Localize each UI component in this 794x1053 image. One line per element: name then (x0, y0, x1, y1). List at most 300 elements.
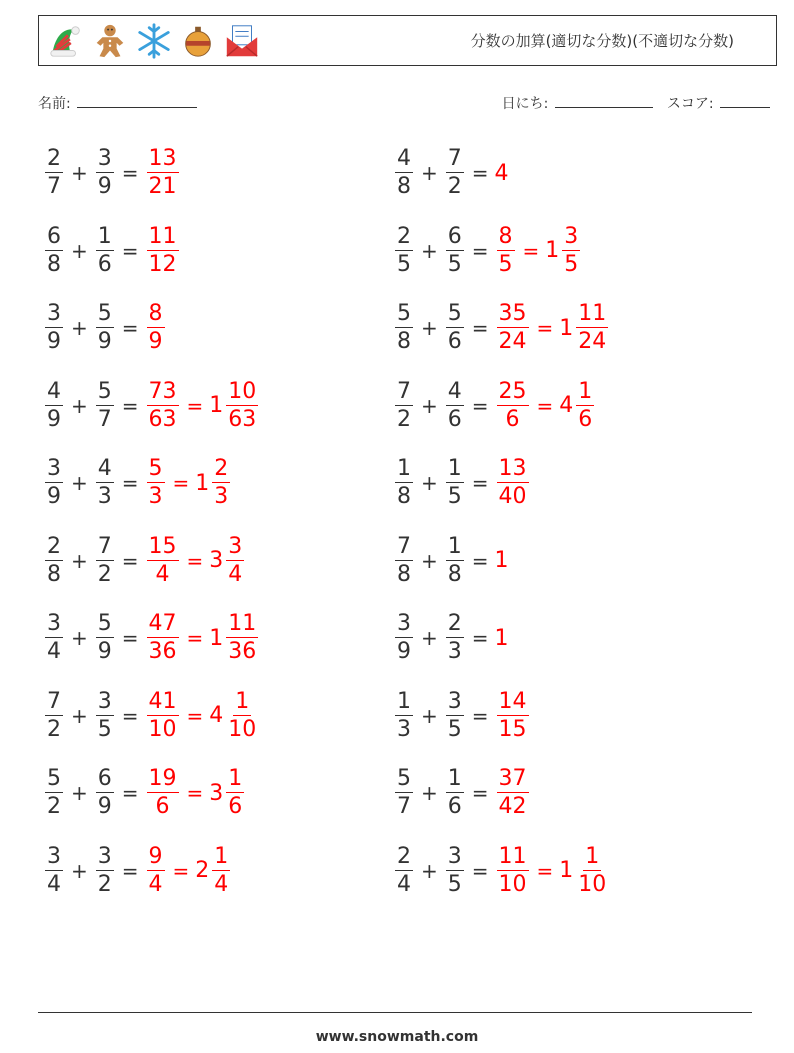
answer (145, 688, 261, 742)
equals-sign: = (471, 316, 489, 340)
numerator: 1 (228, 766, 243, 791)
numerator: 3 (47, 456, 61, 481)
denominator: 9 (97, 174, 112, 199)
denominator: 3 (214, 484, 229, 509)
problem-expression (43, 688, 260, 742)
denominator: 3 (148, 484, 163, 509)
answer-fraction (147, 768, 179, 818)
equals-sign: = (522, 238, 540, 263)
denominator: 8 (397, 484, 411, 509)
date-score-fields (502, 93, 770, 113)
denominator: 7 (397, 794, 411, 819)
answer-fraction (147, 843, 165, 897)
answer-fraction (497, 843, 529, 897)
equals-sign: = (121, 393, 139, 418)
problem-expression (393, 303, 610, 353)
fraction (45, 688, 63, 742)
numerator: 7 (397, 533, 411, 559)
fraction (45, 148, 63, 198)
numerator: 3 (47, 301, 61, 326)
fraction (45, 613, 63, 663)
numerator: 4 (97, 456, 112, 481)
equals-sign: = (121, 626, 139, 650)
answer-fraction (497, 378, 529, 432)
denominator: 2 (47, 716, 61, 742)
denominator: 36 (228, 639, 257, 664)
problem-item (393, 763, 531, 823)
answer (145, 148, 181, 198)
fraction (45, 378, 63, 432)
problem-expression (43, 843, 232, 897)
denominator: 10 (498, 871, 527, 897)
fraction (45, 303, 63, 353)
fraction (446, 613, 464, 663)
mixed-whole-part: 1 (209, 625, 224, 651)
date-label: 日にち: (501, 96, 549, 112)
equals-sign: = (121, 238, 139, 263)
mixed-whole-part: 2 (195, 858, 210, 883)
problem-item (393, 531, 510, 591)
fraction (446, 688, 464, 742)
numerator: 7 (47, 688, 61, 714)
mixed-fraction-part (576, 843, 608, 897)
numerator: 1 (447, 533, 462, 559)
answer (145, 843, 233, 897)
denominator: 6 (505, 406, 520, 432)
denominator: 2 (47, 794, 61, 819)
denominator: 4 (47, 639, 61, 664)
numerator: 3 (97, 843, 112, 869)
equals-sign: = (471, 858, 489, 883)
ornament-icon (179, 22, 217, 60)
numerator: 3 (397, 611, 411, 636)
answer (495, 548, 510, 573)
denominator: 8 (47, 251, 61, 277)
mixed-whole-part: 3 (209, 780, 224, 806)
fraction (96, 223, 114, 277)
answer (495, 768, 531, 818)
equals-sign: = (121, 548, 139, 573)
numerator: 1 (397, 456, 411, 481)
footer-url: www.snowmath.com (315, 1029, 479, 1045)
denominator: 2 (397, 406, 411, 432)
name-blank[interactable] (77, 93, 197, 108)
equals-sign: = (121, 161, 139, 185)
numerator: 5 (97, 611, 112, 636)
denominator: 2 (447, 174, 462, 199)
problem-item (43, 608, 260, 668)
numerator: 8 (148, 301, 163, 326)
fraction (96, 303, 114, 353)
mixed-whole-part: 3 (209, 548, 224, 573)
problem-expression (393, 613, 510, 663)
gingerbread-man-icon (91, 22, 129, 60)
numerator: 5 (148, 456, 163, 481)
answer-fraction (497, 303, 529, 353)
denominator: 8 (397, 329, 411, 354)
answer (495, 161, 510, 186)
denominator: 7 (47, 174, 61, 199)
denominator: 12 (148, 251, 177, 277)
problem-expression (393, 458, 531, 508)
header-icons (47, 22, 261, 60)
numerator: 1 (585, 843, 600, 869)
answer-fraction (497, 688, 529, 742)
equals-sign: = (471, 238, 489, 263)
denominator: 9 (148, 329, 163, 354)
fraction (96, 768, 114, 818)
snowflake-icon (135, 22, 173, 60)
plus-sign: + (421, 858, 438, 883)
mixed-fraction-part (576, 303, 608, 353)
problem-expression (393, 533, 510, 587)
denominator: 3 (97, 484, 112, 509)
numerator: 73 (148, 378, 177, 404)
numerator: 6 (447, 223, 462, 249)
numerator: 11 (498, 843, 527, 869)
denominator: 9 (97, 794, 112, 819)
denominator: 10 (578, 871, 607, 897)
numerator: 37 (498, 766, 527, 791)
numerator: 5 (397, 301, 411, 326)
denominator: 3 (397, 716, 411, 742)
denominator: 9 (47, 329, 61, 354)
equals-sign: = (536, 393, 554, 418)
fraction (395, 843, 413, 897)
fraction (446, 458, 464, 508)
denominator: 6 (578, 406, 593, 432)
denominator: 4 (148, 871, 163, 897)
numerator: 3 (564, 223, 579, 249)
denominator: 63 (228, 406, 257, 432)
numerator: 1 (214, 843, 229, 869)
numerator: 1 (578, 378, 593, 404)
fraction (96, 613, 114, 663)
problem-item (393, 298, 610, 358)
denominator: 4 (228, 561, 243, 587)
denominator: 9 (397, 639, 411, 664)
numerator: 3 (47, 843, 61, 869)
answer (145, 533, 247, 587)
denominator: 6 (447, 329, 462, 354)
problem-item (43, 143, 181, 203)
problem-item (43, 763, 246, 823)
fraction (45, 223, 63, 277)
numerator: 35 (498, 301, 527, 326)
equals-sign: = (121, 316, 139, 340)
denominator: 5 (447, 251, 462, 277)
fraction (96, 843, 114, 897)
equals-sign: = (172, 471, 190, 495)
denominator: 8 (397, 174, 411, 199)
fraction (446, 843, 464, 897)
plus-sign: + (421, 703, 438, 728)
answer-fraction (497, 458, 529, 508)
answer (145, 378, 261, 432)
equals-sign: = (172, 858, 190, 883)
name-label: 名前: (38, 96, 71, 112)
numerator: 11 (148, 223, 177, 249)
problem-item (393, 686, 531, 746)
denominator: 4 (155, 561, 170, 587)
answer-fraction (147, 458, 165, 508)
numerator: 4 (47, 378, 61, 404)
answer-fraction (147, 148, 179, 198)
fraction (395, 533, 413, 587)
numerator: 2 (214, 456, 229, 481)
equals-sign: = (536, 316, 554, 340)
problem-expression (43, 223, 181, 277)
denominator: 5 (564, 251, 579, 277)
numerator: 4 (397, 146, 411, 171)
denominator: 24 (498, 329, 527, 354)
fraction (446, 533, 464, 587)
plus-sign: + (71, 626, 88, 650)
answer (145, 768, 247, 818)
denominator: 10 (228, 716, 257, 742)
plus-sign: + (421, 161, 438, 185)
problem-item (43, 531, 246, 591)
answer (495, 626, 510, 651)
numerator: 13 (148, 146, 177, 171)
numerator: 6 (97, 766, 112, 791)
answer (495, 843, 611, 897)
answer (145, 613, 261, 663)
plus-sign: + (71, 703, 88, 728)
date-blank[interactable] (555, 93, 653, 108)
numerator: 5 (97, 378, 112, 404)
problem-expression (393, 223, 582, 277)
plus-sign: + (421, 548, 438, 573)
numerator: 14 (498, 688, 527, 714)
fraction (45, 533, 63, 587)
plus-sign: + (71, 316, 88, 340)
numerator: 9 (148, 843, 163, 869)
denominator: 5 (498, 251, 513, 277)
answer-fraction (147, 613, 179, 663)
problem-item (393, 608, 510, 668)
fraction (395, 378, 413, 432)
denominator: 2 (97, 561, 112, 587)
fraction (395, 768, 413, 818)
answer (495, 378, 597, 432)
equals-sign: = (471, 703, 489, 728)
mixed-fraction-part (576, 378, 594, 432)
problem-expression (393, 688, 531, 742)
mixed-whole-part: 1 (209, 393, 224, 418)
answer-whole-number: 4 (494, 160, 509, 186)
answer-fraction (147, 223, 179, 277)
problem-item (43, 221, 181, 281)
fraction (395, 223, 413, 277)
answer (145, 458, 233, 508)
denominator: 5 (97, 716, 112, 742)
plus-sign: + (71, 238, 88, 263)
problem-item (393, 221, 582, 281)
score-field (667, 93, 770, 113)
date-field (502, 93, 653, 113)
numerator: 2 (397, 223, 411, 249)
numerator: 15 (148, 533, 177, 559)
numerator: 19 (148, 766, 177, 791)
denominator: 9 (47, 406, 61, 432)
fraction (96, 458, 114, 508)
answer-fraction (147, 688, 179, 742)
denominator: 6 (155, 794, 170, 819)
equals-sign: = (121, 471, 139, 495)
wish-list-letter-icon (223, 22, 261, 60)
numerator: 25 (498, 378, 527, 404)
score-blank[interactable] (720, 93, 770, 108)
problem-expression (43, 533, 246, 587)
answer-fraction (497, 223, 515, 277)
denominator: 6 (447, 406, 462, 432)
equals-sign: = (186, 781, 204, 805)
denominator: 9 (97, 329, 112, 354)
problem-expression (43, 148, 181, 198)
mixed-fraction-part (226, 533, 244, 587)
plus-sign: + (421, 781, 438, 805)
denominator: 8 (447, 561, 462, 587)
denominator: 10 (148, 716, 177, 742)
denominator: 5 (397, 251, 411, 277)
equals-sign: = (471, 781, 489, 805)
numerator: 5 (397, 766, 411, 791)
plus-sign: + (421, 238, 438, 263)
fraction (45, 458, 63, 508)
fraction (45, 768, 63, 818)
denominator: 5 (447, 484, 462, 509)
denominator: 24 (578, 329, 607, 354)
fraction (395, 613, 413, 663)
denominator: 9 (97, 639, 112, 664)
equals-sign: = (186, 703, 204, 728)
numerator: 7 (97, 533, 112, 559)
problem-expression (393, 843, 610, 897)
answer-fraction (147, 533, 179, 587)
problem-expression (43, 768, 246, 818)
problem-expression (43, 458, 232, 508)
denominator: 63 (148, 406, 177, 432)
equals-sign: = (186, 393, 204, 418)
answer (145, 303, 167, 353)
fraction (446, 303, 464, 353)
problem-item (43, 376, 260, 436)
equals-sign: = (471, 548, 489, 573)
numerator: 11 (228, 611, 257, 636)
fraction (446, 768, 464, 818)
problem-item (43, 298, 167, 358)
equals-sign: = (186, 548, 204, 573)
fraction (446, 223, 464, 277)
problem-expression (43, 303, 167, 353)
problem-item (393, 841, 610, 901)
denominator: 7 (97, 406, 112, 432)
fraction (96, 378, 114, 432)
denominator: 40 (498, 484, 527, 509)
numerator: 3 (97, 146, 112, 171)
numerator: 5 (447, 301, 462, 326)
problem-expression (43, 613, 260, 663)
answer-whole-number: 1 (494, 625, 509, 651)
denominator: 5 (447, 871, 462, 897)
equals-sign: = (471, 393, 489, 418)
fraction (395, 303, 413, 353)
answer-whole-number: 1 (494, 548, 509, 573)
fraction (446, 378, 464, 432)
numerator: 13 (498, 456, 527, 481)
problem-expression (393, 768, 531, 818)
equals-sign: = (121, 858, 139, 883)
numerator: 1 (447, 456, 462, 481)
score-label: スコア: (666, 96, 714, 112)
numerator: 1 (397, 688, 411, 714)
equals-sign: = (471, 626, 489, 650)
numerator: 7 (397, 378, 411, 404)
mixed-fraction-part (226, 613, 258, 663)
denominator: 15 (498, 716, 527, 742)
numerator: 47 (148, 611, 177, 636)
mixed-fraction-part (226, 378, 258, 432)
denominator: 21 (148, 174, 177, 199)
denominator: 4 (214, 871, 229, 897)
fraction (395, 148, 413, 198)
answer-fraction (497, 768, 529, 818)
fraction (96, 688, 114, 742)
equals-sign: = (121, 703, 139, 728)
numerator: 3 (47, 611, 61, 636)
equals-sign: = (186, 626, 204, 650)
answer (495, 458, 531, 508)
numerator: 2 (47, 146, 61, 171)
mixed-whole-part: 4 (209, 703, 224, 728)
numerator: 11 (578, 301, 607, 326)
numerator: 1 (235, 688, 250, 714)
denominator: 8 (397, 561, 411, 587)
plus-sign: + (71, 161, 88, 185)
plus-sign: + (421, 316, 438, 340)
worksheet-header (38, 15, 777, 66)
fraction (96, 533, 114, 587)
denominator: 3 (447, 639, 462, 664)
mixed-fraction-part (212, 458, 230, 508)
numerator: 6 (47, 223, 61, 249)
answer (495, 223, 583, 277)
mixed-fraction-part (562, 223, 580, 277)
equals-sign: = (471, 161, 489, 185)
answer-fraction (147, 378, 179, 432)
problem-item (43, 686, 260, 746)
plus-sign: + (71, 471, 88, 495)
numerator: 5 (97, 301, 112, 326)
denominator: 8 (47, 561, 61, 587)
numerator: 2 (47, 533, 61, 559)
footer-divider (38, 1012, 752, 1013)
problem-item (43, 841, 232, 901)
numerator: 5 (47, 766, 61, 791)
denominator: 6 (228, 794, 243, 819)
numerator: 3 (228, 533, 243, 559)
fraction (395, 688, 413, 742)
fraction (446, 148, 464, 198)
denominator: 5 (447, 716, 462, 742)
plus-sign: + (71, 393, 88, 418)
mixed-whole-part: 1 (559, 315, 574, 341)
santa-hat-icon (47, 22, 85, 60)
mixed-fraction-part (226, 688, 258, 742)
mixed-fraction-part (212, 843, 230, 897)
mixed-whole-part: 4 (559, 393, 574, 418)
